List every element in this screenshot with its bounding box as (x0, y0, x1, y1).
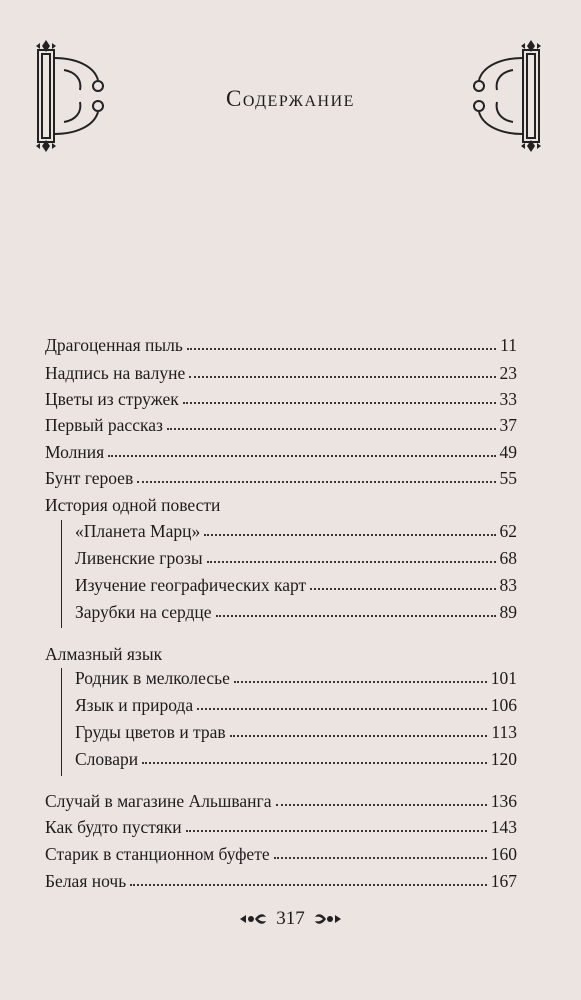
dot-leader (167, 414, 496, 430)
dot-leader (108, 441, 495, 457)
dot-leader (207, 547, 496, 563)
dot-leader (186, 816, 487, 832)
toc-entry-title: Цветы из стружек (45, 389, 179, 409)
toc-entry[interactable] (75, 666, 517, 690)
dot-leader (230, 721, 488, 737)
dot-leader (137, 467, 495, 483)
toc-entry[interactable] (45, 361, 517, 385)
section-bracket-line (61, 520, 62, 628)
page-title: Содержание (226, 86, 355, 111)
toc-entry[interactable] (45, 333, 517, 357)
toc-entry-title: Первый рассказ (45, 415, 163, 435)
fleuron-left-icon (238, 911, 268, 927)
toc-entry-page: 167 (490, 871, 517, 891)
toc-entry-page: 83 (499, 575, 517, 595)
toc-entry-title: Случай в магазине Альшванга (45, 791, 272, 811)
toc-entry-title: Родник в мелколесье (75, 668, 230, 688)
toc-entry-page: 33 (499, 389, 517, 409)
dot-leader (130, 870, 487, 886)
toc-entry-title: Груды цветов и трав (75, 722, 226, 742)
toc-entry-title: Как будто пустяки (45, 817, 182, 837)
toc-entry[interactable] (45, 789, 517, 813)
toc-entry[interactable] (75, 546, 517, 570)
toc-entry-title: Словари (75, 749, 139, 769)
toc-entry[interactable] (75, 573, 517, 597)
toc-entry-title: Белая ночь (45, 871, 127, 891)
toc-entry[interactable] (45, 815, 517, 839)
toc-entry-page: 136 (490, 791, 517, 811)
toc-entry[interactable] (45, 466, 517, 490)
toc-entry-page: 101 (490, 668, 517, 688)
dot-leader (234, 667, 487, 683)
dot-leader (276, 790, 487, 806)
dot-leader (204, 520, 495, 536)
toc-entry[interactable] (75, 747, 517, 771)
toc-entry-page: 106 (490, 695, 517, 715)
dot-leader (216, 601, 496, 617)
toc-entry[interactable] (45, 387, 517, 411)
toc-entry-page: 62 (499, 521, 517, 541)
toc-entry-page: 68 (499, 548, 517, 568)
toc-entry-title: Язык и природа (75, 695, 194, 715)
page-number: 317 (276, 908, 305, 929)
toc-entry[interactable] (45, 869, 517, 893)
toc-section-heading[interactable]: История одной повести (45, 495, 221, 515)
dot-leader (142, 748, 487, 764)
toc-entry[interactable] (45, 413, 517, 437)
toc-entry-title: Бунт героев (45, 468, 134, 488)
toc-entry-title: Драгоценная пыль (45, 335, 183, 355)
page-footer (0, 908, 581, 930)
toc-entry-page: 89 (499, 602, 517, 622)
toc-entry-page: 55 (499, 468, 517, 488)
toc-entry-title: Старик в станционном буфете (45, 844, 270, 864)
section-bracket-line (61, 668, 62, 776)
dot-leader (197, 694, 487, 710)
toc-entry-title: Надпись на валуне (45, 363, 186, 383)
dot-leader (310, 574, 495, 590)
toc-entry[interactable] (45, 842, 517, 866)
toc-entry-page: 23 (499, 363, 517, 383)
toc-entry-page: 120 (490, 749, 517, 769)
dot-leader (189, 362, 495, 378)
toc-entry-page: 11 (500, 335, 517, 355)
dot-leader (274, 843, 487, 859)
dot-leader (183, 388, 496, 404)
toc-entry-page: 160 (490, 844, 517, 864)
toc-section-heading[interactable]: Алмазный язык (45, 644, 163, 664)
toc-entry[interactable] (45, 440, 517, 464)
toc-entry[interactable] (75, 519, 517, 543)
toc-entry[interactable] (75, 720, 517, 744)
toc-entry-title: Ливенские грозы (75, 548, 203, 568)
toc-entry-page: 49 (499, 442, 517, 462)
fleuron-right-icon (313, 911, 343, 927)
dot-leader (187, 334, 496, 350)
toc-entry-page: 113 (491, 722, 517, 742)
toc-entry[interactable] (75, 600, 517, 624)
toc-entry-title: Зарубки на сердце (75, 602, 212, 622)
toc-entry[interactable] (75, 693, 517, 717)
toc-entry-page: 37 (499, 415, 517, 435)
toc-entry-title: «Планета Марц» (75, 521, 201, 541)
toc-entry-title: Молния (45, 442, 105, 462)
toc-entry-title: Изучение географических карт (75, 575, 307, 595)
toc-entry-page: 143 (490, 817, 517, 837)
